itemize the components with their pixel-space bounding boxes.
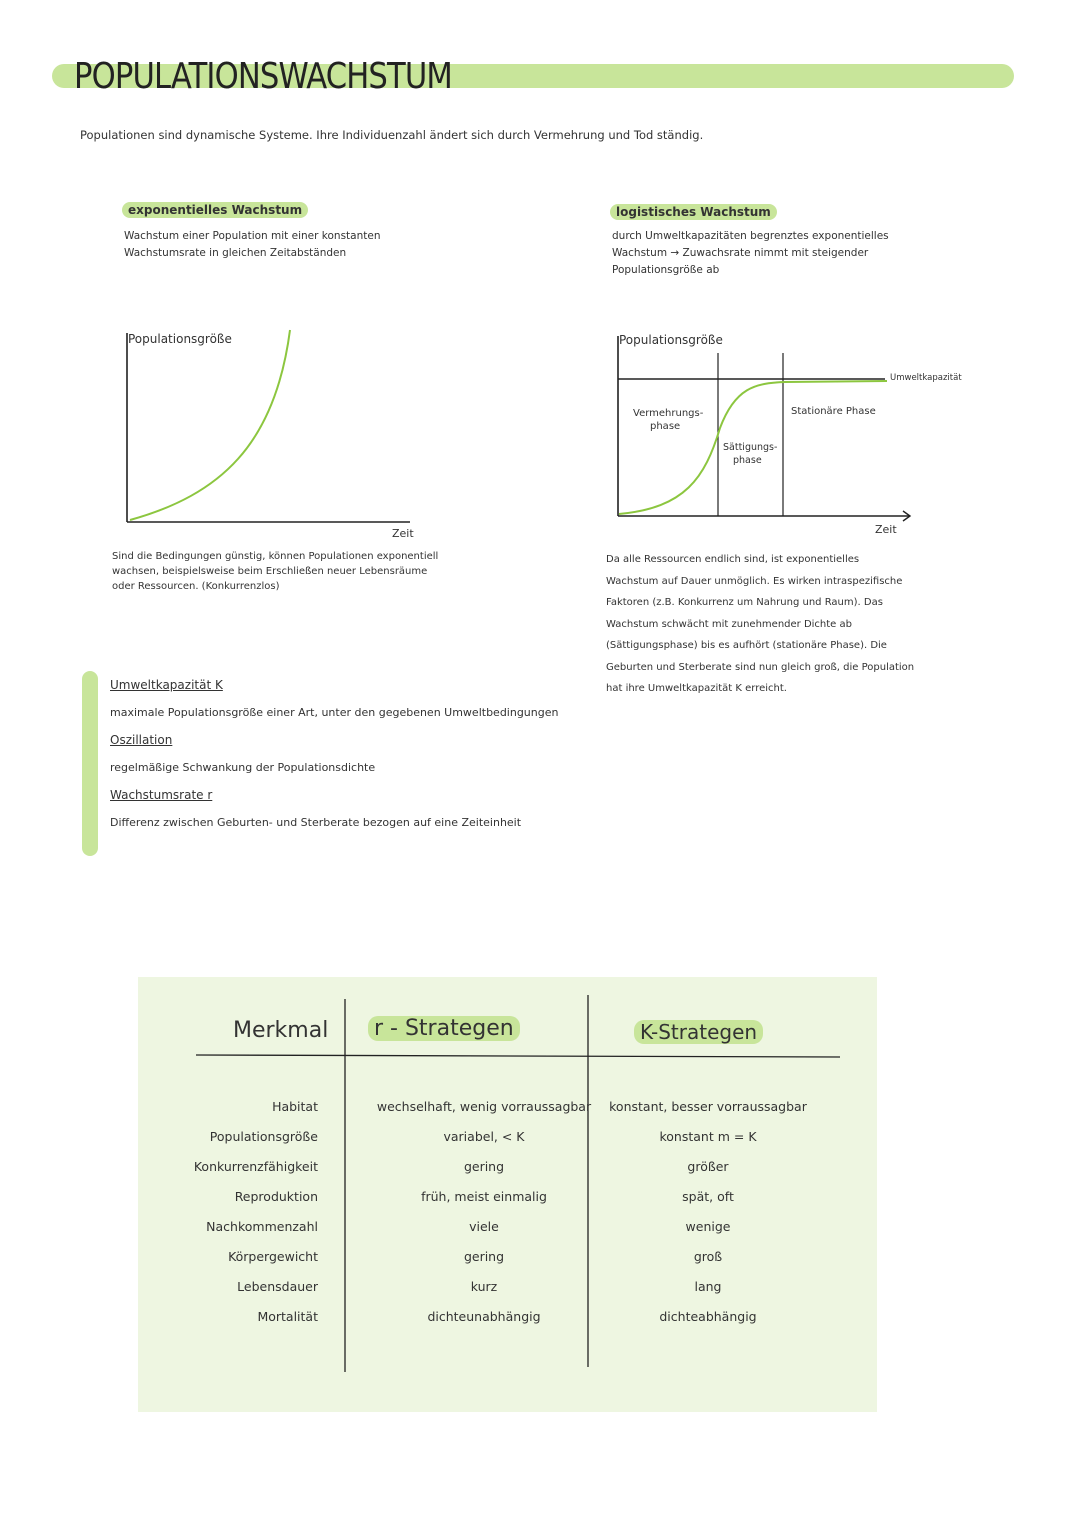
exponential-note-line: oder Ressourcen. (Konkurrenzlos) [112, 581, 280, 592]
exponential-note [112, 549, 438, 594]
table-header-k [634, 1020, 763, 1044]
logistic-note-line: Wachstum auf Dauer unmöglich. Es wirken intraspezifische [606, 575, 903, 587]
phase-label: phase [650, 421, 681, 432]
row-r-value: viele [469, 1219, 499, 1234]
row-feature: Habitat [272, 1099, 318, 1114]
row-r-value: wechselhaft, wenig vorraussagbar [376, 1099, 592, 1114]
exponential-desc [124, 228, 380, 262]
row-k-value: spät, oft [682, 1189, 734, 1204]
row-k-value: lang [694, 1279, 722, 1294]
logistic-desc-line: Wachstum → Zuwachsrate nimmt mit steigender [612, 247, 869, 259]
row-r-value: kurz [470, 1279, 498, 1294]
logistic-note [606, 549, 914, 700]
phase-label: Vermehrungs- [633, 408, 704, 419]
definition-term: Umweltkapazität K [110, 678, 223, 692]
exponential-curve [130, 330, 290, 520]
exponential-note-line: Sind die Bedingungen günstig, können Populationen exponentiell [112, 551, 439, 562]
row-r-value: variabel, < K [443, 1129, 525, 1144]
exponential-ylabel: Populationsgröße [128, 332, 232, 346]
definition-text: Differenz zwischen Geburten- und Sterberate bezogen auf eine Zeiteinheit [110, 816, 522, 829]
table-header-r [368, 1016, 520, 1041]
r-header-label: r - Strategen [368, 1016, 520, 1041]
logistic-desc-line: Populationsgröße ab [612, 264, 720, 276]
intro-text: Populationen sind dynamische Systeme. Ihre Individuenzahl ändert sich durch Vermehrung und Tod ständig. [80, 128, 704, 142]
logistic-note-line: Faktoren (z.B. Konkurrenz um Nahrung und Raum). Das [606, 597, 883, 608]
row-feature: Lebensdauer [237, 1279, 318, 1294]
logistic-note-line: (Sättigungsphase) bis es aufhört (stationäre Phase). Die [606, 640, 887, 651]
exponential-xlabel: Zeit [392, 527, 414, 540]
exponential-tag-wrap [122, 199, 308, 218]
logistic-tag-wrap [610, 201, 777, 220]
logistic-note-line: Geburten und Sterberate sind nun gleich groß, die Population [606, 661, 915, 673]
k-header-label: K-Strategen [634, 1020, 763, 1044]
row-k-value: konstant m = K [659, 1129, 757, 1144]
logistic-xlabel: Zeit [875, 523, 897, 536]
row-k-value: dichteabhängig [659, 1309, 757, 1324]
definitions-marker [82, 671, 98, 856]
logistic-ylabel: Populationsgröße [619, 333, 723, 347]
logistic-note-line: Da alle Ressourcen endlich sind, ist exponentielles [606, 554, 860, 565]
row-k-value: groß [693, 1249, 723, 1264]
row-feature: Konkurrenzfähigkeit [193, 1159, 318, 1174]
definition-term: Wachstumsrate r [110, 788, 213, 802]
logistic-graph [605, 328, 985, 543]
logistic-note-line: hat ihre Umweltkapazität K erreicht. [606, 683, 787, 694]
logistic-desc-line: durch Umweltkapazitäten begrenztes exponentielles [612, 230, 889, 242]
exponential-note-line: wachsen, beispielsweise beim Erschließen neuer Lebensräume [112, 566, 428, 577]
row-r-value: früh, meist einmalig [421, 1189, 547, 1204]
row-feature: Reproduktion [234, 1189, 318, 1204]
logistic-note-line: Wachstum schwächt mit zunehmender Dichte ab [606, 618, 852, 630]
row-feature: Populationsgröße [209, 1129, 318, 1144]
row-k-value: wenige [685, 1219, 731, 1234]
logistic-tag: logistisches Wachstum [610, 204, 777, 220]
row-k-value: konstant, besser vorraussagbar [609, 1099, 807, 1114]
exponential-desc-line: Wachstumsrate in gleichen Zeitabständen [124, 247, 347, 259]
exponential-graph [110, 325, 450, 545]
header-rule [196, 1055, 840, 1057]
row-r-value: gering [463, 1159, 505, 1174]
logistic-desc [612, 228, 889, 279]
phase-label: phase [733, 455, 762, 466]
definitions-list [110, 678, 558, 829]
definition-term: Oszillation [110, 733, 173, 747]
capacity-label: Umweltkapazität [890, 373, 962, 383]
table-header-feature: Merkmal [233, 1018, 329, 1043]
exponential-desc-line: Wachstum einer Population mit einer konstanten [124, 230, 381, 242]
row-r-value: gering [463, 1249, 505, 1264]
definition-text: maximale Populationsgröße einer Art, unter den gegebenen Umweltbedingungen [110, 706, 559, 719]
row-k-value: größer [687, 1159, 729, 1174]
phase-label: Sättigungs- [723, 442, 778, 453]
page-title: POPULATIONSWACHSTUM [74, 56, 452, 97]
row-feature: Mortalität [257, 1309, 318, 1324]
exponential-tag: exponentielles Wachstum [122, 202, 308, 218]
row-feature: Nachkommenzahl [206, 1219, 318, 1234]
row-r-value: dichteunabhängig [427, 1309, 541, 1324]
row-feature: Körpergewicht [228, 1249, 318, 1264]
definition-text: regelmäßige Schwankung der Populationsdichte [110, 761, 376, 774]
phase-label: Stationäre Phase [791, 406, 876, 417]
